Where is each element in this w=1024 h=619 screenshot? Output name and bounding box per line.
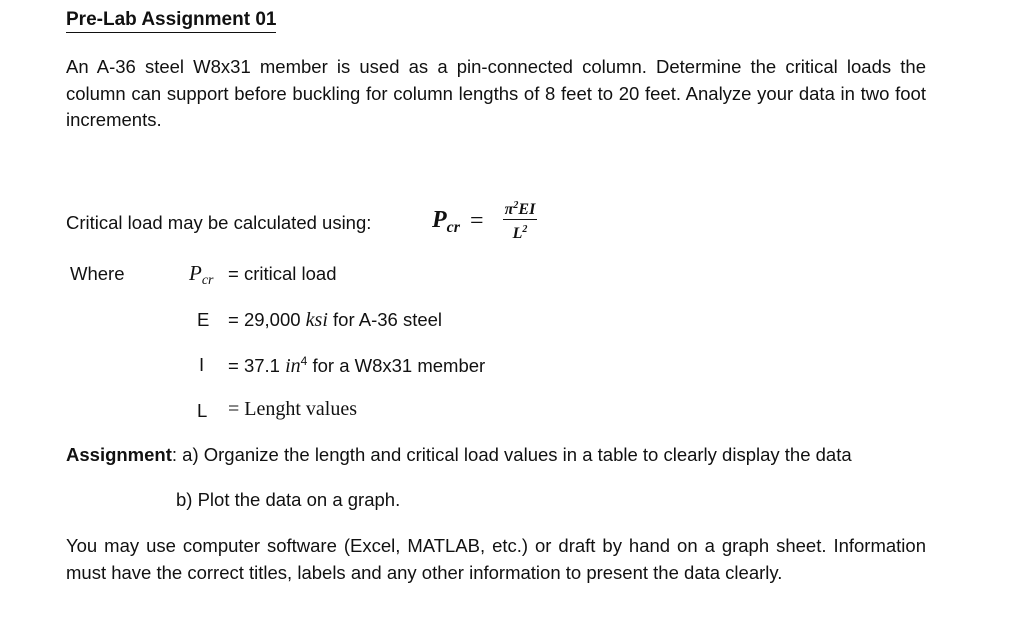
where-label: Where: [70, 263, 125, 284]
def-e-text: [228, 309, 442, 332]
def-p-letter: P: [189, 261, 202, 285]
numerator-ei: EI: [518, 201, 536, 218]
formula-p-symbol: P: [432, 207, 447, 233]
def-p-symbol: [189, 261, 214, 289]
def-i-rest: for a W8x31 member: [307, 355, 486, 377]
formula-equals: =: [470, 208, 484, 234]
closing-paragraph: You may use computer software (Excel, MATLAB, etc.) or draft by hand on a graph sheet. Information must have the correct titles, labels and any other information to present the data clearly.: [66, 535, 926, 583]
def-e-value: = 29,000: [228, 309, 306, 330]
def-e-symbol: E: [197, 309, 210, 330]
def-i-text: [228, 354, 485, 378]
def-i-exponent: 4: [300, 354, 308, 368]
pi-symbol: π: [504, 201, 514, 218]
formula-lhs: [432, 207, 460, 237]
formula-p-subscript: cr: [446, 219, 460, 236]
formula-numerator: [503, 196, 537, 220]
formula-lead: Critical load may be calculated using:: [66, 212, 372, 233]
numerator-exponent: 2: [513, 200, 519, 211]
page-title: Pre-Lab Assignment 01: [66, 9, 276, 33]
formula-fraction: [503, 196, 537, 243]
assignment-item-b: b) Plot the data on a graph.: [176, 489, 401, 510]
def-p-text: = critical load: [228, 263, 337, 284]
formula-denominator: [503, 220, 537, 243]
assignment-label: Assignment: [66, 444, 172, 465]
def-i-value: = 37.1: [228, 355, 286, 377]
def-p-subscript: cr: [201, 273, 214, 288]
denominator-l: L: [512, 225, 523, 242]
assignment-item-a: [66, 444, 852, 466]
def-e-rest: for A-36 steel: [327, 309, 443, 330]
def-l-text: = Lenght values: [228, 398, 358, 420]
def-i-unit: in: [285, 355, 301, 378]
intro-paragraph: An A-36 steel W8x31 member is used as a pin-connected column. Determine the critical loads the column can support before buckling for column lengths of 8 feet to 20 feet. Analyze your data in two foot increments.: [66, 56, 926, 130]
def-l-symbol: L: [197, 400, 208, 421]
def-i-symbol: I: [199, 354, 205, 375]
denominator-exponent: 2: [522, 224, 528, 235]
assignment-a-text: : a) Organize the length and critical load values in a table to clearly display the data: [171, 444, 852, 465]
def-e-unit: ksi: [305, 309, 328, 331]
